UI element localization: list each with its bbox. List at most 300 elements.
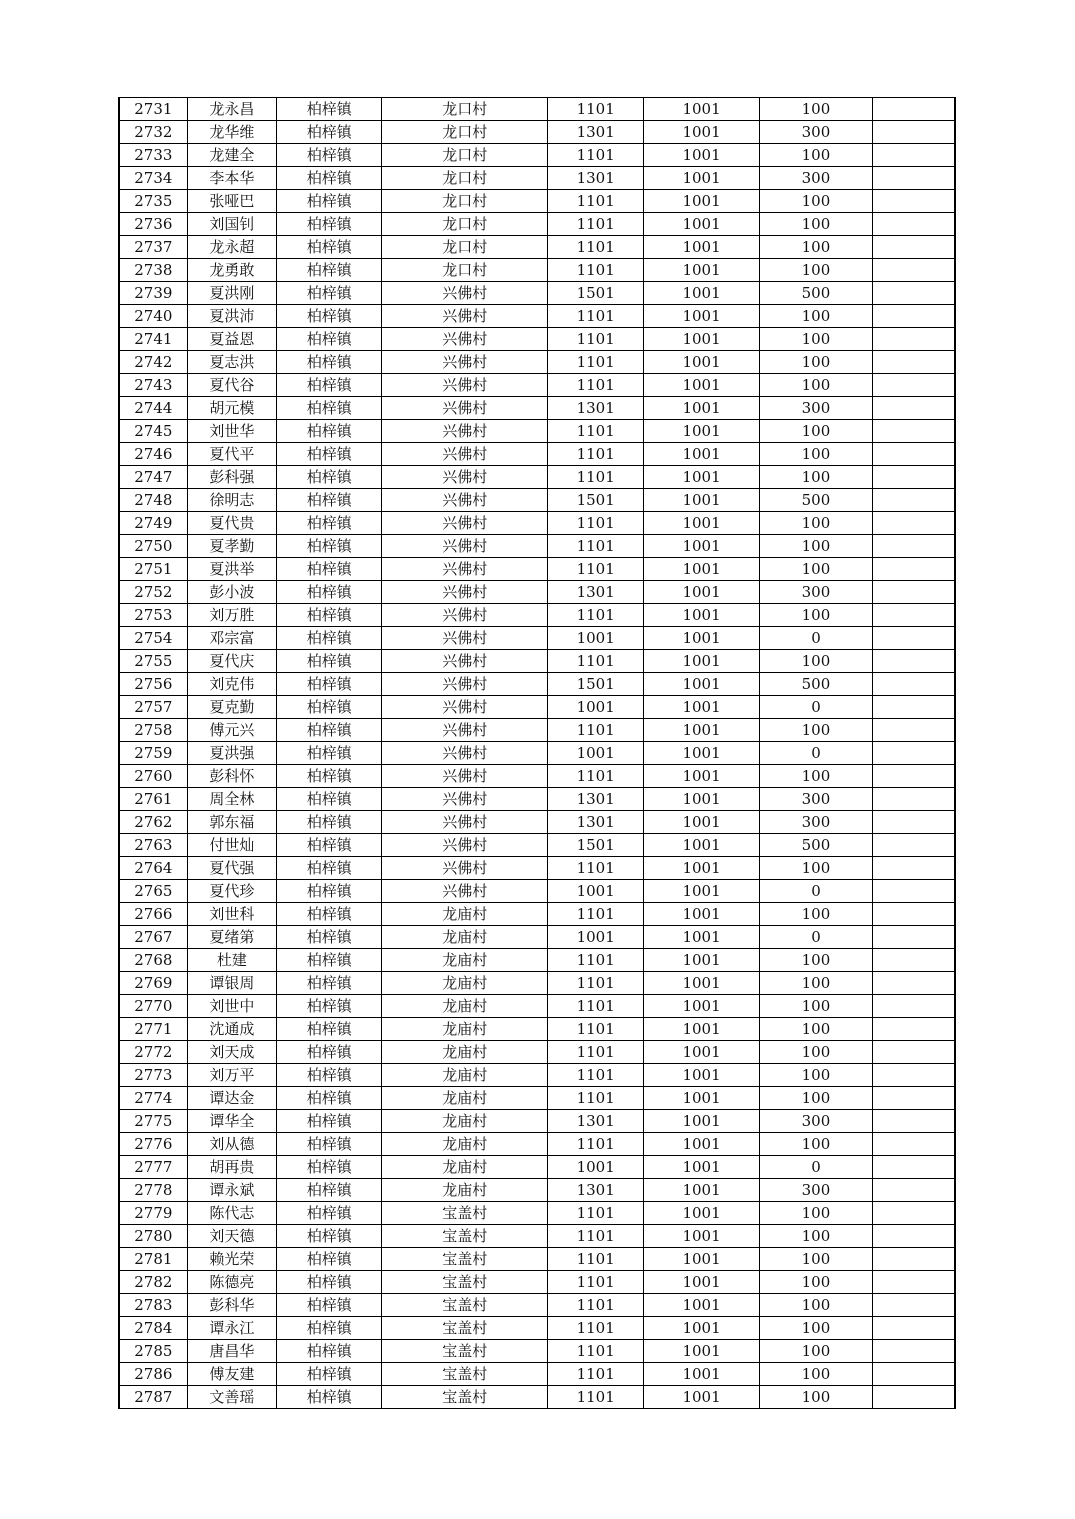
name-cell: 刘世华 [187, 420, 276, 443]
code-b-cell: 1001 [644, 236, 759, 259]
note-cell [873, 1386, 955, 1409]
name-cell: 刘世中 [187, 995, 276, 1018]
table-row [119, 489, 955, 512]
code-b-cell: 1001 [644, 144, 759, 167]
town-cell: 柏梓镇 [277, 857, 382, 880]
note-cell [873, 742, 955, 765]
name-cell: 夏代谷 [187, 374, 276, 397]
table-row [119, 581, 955, 604]
row-number-cell: 2783 [119, 1294, 187, 1317]
code-b-cell: 1001 [644, 420, 759, 443]
table-row [119, 995, 955, 1018]
row-number-cell: 2735 [119, 190, 187, 213]
amount-cell: 100 [759, 535, 872, 558]
code-a-cell: 1101 [548, 765, 644, 788]
code-a-cell: 1001 [548, 926, 644, 949]
note-cell [873, 489, 955, 512]
name-cell: 杜建 [187, 949, 276, 972]
name-cell: 傅元兴 [187, 719, 276, 742]
table-row [119, 1087, 955, 1110]
village-cell: 兴佛村 [382, 374, 548, 397]
code-b-cell: 1001 [644, 972, 759, 995]
code-a-cell: 1101 [548, 1041, 644, 1064]
name-cell: 龙永昌 [187, 98, 276, 121]
town-cell: 柏梓镇 [277, 972, 382, 995]
table-row [119, 1386, 955, 1409]
amount-cell: 100 [759, 466, 872, 489]
amount-cell: 100 [759, 650, 872, 673]
table-row [119, 512, 955, 535]
code-b-cell: 1001 [644, 719, 759, 742]
row-number-cell: 2764 [119, 857, 187, 880]
town-cell: 柏梓镇 [277, 1225, 382, 1248]
note-cell [873, 328, 955, 351]
code-b-cell: 1001 [644, 1294, 759, 1317]
town-cell: 柏梓镇 [277, 604, 382, 627]
code-b-cell: 1001 [644, 581, 759, 604]
note-cell [873, 1110, 955, 1133]
code-b-cell: 1001 [644, 880, 759, 903]
row-number-cell: 2786 [119, 1363, 187, 1386]
row-number-cell: 2746 [119, 443, 187, 466]
town-cell: 柏梓镇 [277, 903, 382, 926]
code-a-cell: 1101 [548, 1248, 644, 1271]
name-cell: 彭小波 [187, 581, 276, 604]
row-number-cell: 2738 [119, 259, 187, 282]
village-cell: 龙庙村 [382, 1041, 548, 1064]
note-cell [873, 1225, 955, 1248]
village-cell: 兴佛村 [382, 857, 548, 880]
table-row [119, 719, 955, 742]
note-cell [873, 443, 955, 466]
note-cell [873, 236, 955, 259]
name-cell: 夏志洪 [187, 351, 276, 374]
town-cell: 柏梓镇 [277, 397, 382, 420]
town-cell: 柏梓镇 [277, 535, 382, 558]
code-b-cell: 1001 [644, 1202, 759, 1225]
code-b-cell: 1001 [644, 190, 759, 213]
code-a-cell: 1301 [548, 397, 644, 420]
code-a-cell: 1101 [548, 1202, 644, 1225]
row-number-cell: 2751 [119, 558, 187, 581]
name-cell: 张哑巴 [187, 190, 276, 213]
name-cell: 谭永斌 [187, 1179, 276, 1202]
code-b-cell: 1001 [644, 1041, 759, 1064]
village-cell: 龙庙村 [382, 1018, 548, 1041]
table-row [119, 949, 955, 972]
town-cell: 柏梓镇 [277, 512, 382, 535]
data-table [118, 97, 956, 1409]
village-cell: 龙口村 [382, 98, 548, 121]
code-b-cell: 1001 [644, 351, 759, 374]
code-b-cell: 1001 [644, 121, 759, 144]
amount-cell: 300 [759, 397, 872, 420]
code-b-cell: 1001 [644, 466, 759, 489]
code-b-cell: 1001 [644, 443, 759, 466]
row-number-cell: 2770 [119, 995, 187, 1018]
row-number-cell: 2739 [119, 282, 187, 305]
amount-cell: 500 [759, 834, 872, 857]
note-cell [873, 765, 955, 788]
row-number-cell: 2775 [119, 1110, 187, 1133]
row-number-cell: 2737 [119, 236, 187, 259]
town-cell: 柏梓镇 [277, 788, 382, 811]
name-cell: 谭银周 [187, 972, 276, 995]
note-cell [873, 926, 955, 949]
amount-cell: 100 [759, 857, 872, 880]
amount-cell: 100 [759, 765, 872, 788]
row-number-cell: 2769 [119, 972, 187, 995]
town-cell: 柏梓镇 [277, 443, 382, 466]
village-cell: 兴佛村 [382, 581, 548, 604]
amount-cell: 100 [759, 558, 872, 581]
name-cell: 夏代珍 [187, 880, 276, 903]
code-b-cell: 1001 [644, 811, 759, 834]
town-cell: 柏梓镇 [277, 466, 382, 489]
table-row [119, 397, 955, 420]
code-b-cell: 1001 [644, 397, 759, 420]
town-cell: 柏梓镇 [277, 1179, 382, 1202]
name-cell: 夏益恩 [187, 328, 276, 351]
note-cell [873, 558, 955, 581]
code-b-cell: 1001 [644, 282, 759, 305]
village-cell: 兴佛村 [382, 765, 548, 788]
row-number-cell: 2752 [119, 581, 187, 604]
row-number-cell: 2744 [119, 397, 187, 420]
village-cell: 兴佛村 [382, 558, 548, 581]
code-b-cell: 1001 [644, 1064, 759, 1087]
amount-cell: 100 [759, 1363, 872, 1386]
code-b-cell: 1001 [644, 1363, 759, 1386]
code-a-cell: 1001 [548, 742, 644, 765]
code-b-cell: 1001 [644, 1248, 759, 1271]
note-cell [873, 167, 955, 190]
table-row [119, 236, 955, 259]
village-cell: 龙庙村 [382, 972, 548, 995]
code-b-cell: 1001 [644, 1018, 759, 1041]
name-cell: 夏克勤 [187, 696, 276, 719]
note-cell [873, 1064, 955, 1087]
village-cell: 兴佛村 [382, 443, 548, 466]
table-row [119, 535, 955, 558]
table-row [119, 742, 955, 765]
code-b-cell: 1001 [644, 98, 759, 121]
amount-cell: 500 [759, 489, 872, 512]
amount-cell: 100 [759, 1041, 872, 1064]
village-cell: 宝盖村 [382, 1225, 548, 1248]
row-number-cell: 2754 [119, 627, 187, 650]
town-cell: 柏梓镇 [277, 1363, 382, 1386]
table-row [119, 811, 955, 834]
table-row [119, 1156, 955, 1179]
row-number-cell: 2787 [119, 1386, 187, 1409]
note-cell [873, 1340, 955, 1363]
code-a-cell: 1101 [548, 512, 644, 535]
row-number-cell: 2749 [119, 512, 187, 535]
town-cell: 柏梓镇 [277, 1340, 382, 1363]
amount-cell: 100 [759, 1202, 872, 1225]
table-row [119, 443, 955, 466]
village-cell: 兴佛村 [382, 351, 548, 374]
amount-cell: 100 [759, 1317, 872, 1340]
note-cell [873, 1202, 955, 1225]
town-cell: 柏梓镇 [277, 144, 382, 167]
note-cell [873, 788, 955, 811]
note-cell [873, 1156, 955, 1179]
village-cell: 龙庙村 [382, 1156, 548, 1179]
row-number-cell: 2734 [119, 167, 187, 190]
code-a-cell: 1101 [548, 259, 644, 282]
code-a-cell: 1001 [548, 696, 644, 719]
amount-cell: 300 [759, 1110, 872, 1133]
table-row [119, 1064, 955, 1087]
note-cell [873, 1018, 955, 1041]
town-cell: 柏梓镇 [277, 1156, 382, 1179]
amount-cell: 100 [759, 1386, 872, 1409]
code-a-cell: 1101 [548, 1386, 644, 1409]
code-b-cell: 1001 [644, 1271, 759, 1294]
code-a-cell: 1301 [548, 167, 644, 190]
town-cell: 柏梓镇 [277, 282, 382, 305]
row-number-cell: 2750 [119, 535, 187, 558]
code-a-cell: 1001 [548, 627, 644, 650]
row-number-cell: 2733 [119, 144, 187, 167]
name-cell: 胡再贵 [187, 1156, 276, 1179]
table-row [119, 167, 955, 190]
amount-cell: 100 [759, 1087, 872, 1110]
table-row [119, 374, 955, 397]
note-cell [873, 627, 955, 650]
amount-cell: 100 [759, 972, 872, 995]
code-a-cell: 1301 [548, 811, 644, 834]
town-cell: 柏梓镇 [277, 1018, 382, 1041]
table-row [119, 765, 955, 788]
note-cell [873, 834, 955, 857]
note-cell [873, 1133, 955, 1156]
row-number-cell: 2777 [119, 1156, 187, 1179]
code-a-cell: 1501 [548, 489, 644, 512]
amount-cell: 100 [759, 512, 872, 535]
town-cell: 柏梓镇 [277, 834, 382, 857]
name-cell: 刘万平 [187, 1064, 276, 1087]
code-a-cell: 1101 [548, 1271, 644, 1294]
name-cell: 唐昌华 [187, 1340, 276, 1363]
village-cell: 龙口村 [382, 144, 548, 167]
note-cell [873, 650, 955, 673]
table-row [119, 903, 955, 926]
code-b-cell: 1001 [644, 1317, 759, 1340]
code-b-cell: 1001 [644, 834, 759, 857]
town-cell: 柏梓镇 [277, 1087, 382, 1110]
code-b-cell: 1001 [644, 857, 759, 880]
note-cell [873, 190, 955, 213]
town-cell: 柏梓镇 [277, 1271, 382, 1294]
code-a-cell: 1101 [548, 650, 644, 673]
code-b-cell: 1001 [644, 696, 759, 719]
village-cell: 兴佛村 [382, 489, 548, 512]
code-b-cell: 1001 [644, 650, 759, 673]
village-cell: 兴佛村 [382, 834, 548, 857]
row-number-cell: 2784 [119, 1317, 187, 1340]
village-cell: 兴佛村 [382, 397, 548, 420]
town-cell: 柏梓镇 [277, 489, 382, 512]
village-cell: 宝盖村 [382, 1317, 548, 1340]
code-a-cell: 1101 [548, 190, 644, 213]
table-row [119, 420, 955, 443]
code-b-cell: 1001 [644, 1087, 759, 1110]
table-row [119, 1202, 955, 1225]
amount-cell: 100 [759, 949, 872, 972]
row-number-cell: 2736 [119, 213, 187, 236]
row-number-cell: 2762 [119, 811, 187, 834]
code-a-cell: 1101 [548, 949, 644, 972]
village-cell: 龙庙村 [382, 926, 548, 949]
code-b-cell: 1001 [644, 673, 759, 696]
village-cell: 龙口村 [382, 190, 548, 213]
note-cell [873, 512, 955, 535]
row-number-cell: 2742 [119, 351, 187, 374]
town-cell: 柏梓镇 [277, 650, 382, 673]
town-cell: 柏梓镇 [277, 811, 382, 834]
code-a-cell: 1101 [548, 328, 644, 351]
table-row [119, 282, 955, 305]
code-a-cell: 1101 [548, 1087, 644, 1110]
note-cell [873, 949, 955, 972]
village-cell: 龙庙村 [382, 1110, 548, 1133]
town-cell: 柏梓镇 [277, 1317, 382, 1340]
row-number-cell: 2767 [119, 926, 187, 949]
note-cell [873, 420, 955, 443]
amount-cell: 500 [759, 673, 872, 696]
table-row [119, 351, 955, 374]
name-cell: 付世灿 [187, 834, 276, 857]
table-row [119, 1248, 955, 1271]
name-cell: 谭达金 [187, 1087, 276, 1110]
row-number-cell: 2756 [119, 673, 187, 696]
code-a-cell: 1301 [548, 788, 644, 811]
village-cell: 宝盖村 [382, 1248, 548, 1271]
amount-cell: 300 [759, 811, 872, 834]
note-cell [873, 1179, 955, 1202]
code-b-cell: 1001 [644, 1156, 759, 1179]
code-a-cell: 1101 [548, 144, 644, 167]
row-number-cell: 2760 [119, 765, 187, 788]
row-number-cell: 2759 [119, 742, 187, 765]
code-a-cell: 1101 [548, 903, 644, 926]
code-a-cell: 1101 [548, 558, 644, 581]
village-cell: 龙庙村 [382, 1064, 548, 1087]
amount-cell: 100 [759, 305, 872, 328]
note-cell [873, 811, 955, 834]
code-a-cell: 1101 [548, 466, 644, 489]
name-cell: 沈通成 [187, 1018, 276, 1041]
town-cell: 柏梓镇 [277, 1294, 382, 1317]
amount-cell: 100 [759, 443, 872, 466]
code-b-cell: 1001 [644, 259, 759, 282]
name-cell: 夏洪沛 [187, 305, 276, 328]
table-row [119, 788, 955, 811]
code-b-cell: 1001 [644, 374, 759, 397]
code-a-cell: 1101 [548, 1363, 644, 1386]
name-cell: 龙建全 [187, 144, 276, 167]
row-number-cell: 2782 [119, 1271, 187, 1294]
amount-cell: 100 [759, 351, 872, 374]
row-number-cell: 2779 [119, 1202, 187, 1225]
table-row [119, 98, 955, 121]
village-cell: 龙庙村 [382, 903, 548, 926]
village-cell: 龙口村 [382, 259, 548, 282]
table-row [119, 972, 955, 995]
code-b-cell: 1001 [644, 512, 759, 535]
village-cell: 宝盖村 [382, 1271, 548, 1294]
amount-cell: 300 [759, 167, 872, 190]
note-cell [873, 466, 955, 489]
town-cell: 柏梓镇 [277, 627, 382, 650]
village-cell: 兴佛村 [382, 788, 548, 811]
amount-cell: 0 [759, 627, 872, 650]
name-cell: 刘万胜 [187, 604, 276, 627]
town-cell: 柏梓镇 [277, 420, 382, 443]
table-row [119, 604, 955, 627]
village-cell: 龙口村 [382, 167, 548, 190]
name-cell: 夏洪举 [187, 558, 276, 581]
name-cell: 刘天成 [187, 1041, 276, 1064]
village-cell: 兴佛村 [382, 282, 548, 305]
code-b-cell: 1001 [644, 305, 759, 328]
table-row [119, 305, 955, 328]
town-cell: 柏梓镇 [277, 121, 382, 144]
code-a-cell: 1101 [548, 1133, 644, 1156]
row-number-cell: 2755 [119, 650, 187, 673]
village-cell: 兴佛村 [382, 880, 548, 903]
row-number-cell: 2773 [119, 1064, 187, 1087]
row-number-cell: 2745 [119, 420, 187, 443]
code-a-cell: 1101 [548, 443, 644, 466]
town-cell: 柏梓镇 [277, 1041, 382, 1064]
village-cell: 兴佛村 [382, 604, 548, 627]
code-b-cell: 1001 [644, 213, 759, 236]
name-cell: 刘天德 [187, 1225, 276, 1248]
town-cell: 柏梓镇 [277, 949, 382, 972]
code-b-cell: 1001 [644, 1179, 759, 1202]
note-cell [873, 1087, 955, 1110]
row-number-cell: 2780 [119, 1225, 187, 1248]
note-cell [873, 121, 955, 144]
code-b-cell: 1001 [644, 742, 759, 765]
amount-cell: 100 [759, 259, 872, 282]
village-cell: 宝盖村 [382, 1340, 548, 1363]
name-cell: 陈德亮 [187, 1271, 276, 1294]
amount-cell: 100 [759, 236, 872, 259]
name-cell: 谭永江 [187, 1317, 276, 1340]
note-cell [873, 604, 955, 627]
note-cell [873, 1294, 955, 1317]
code-b-cell: 1001 [644, 926, 759, 949]
amount-cell: 100 [759, 144, 872, 167]
note-cell [873, 1363, 955, 1386]
amount-cell: 0 [759, 696, 872, 719]
village-cell: 兴佛村 [382, 627, 548, 650]
amount-cell: 100 [759, 1225, 872, 1248]
town-cell: 柏梓镇 [277, 1133, 382, 1156]
name-cell: 龙华维 [187, 121, 276, 144]
note-cell [873, 995, 955, 1018]
name-cell: 彭科怀 [187, 765, 276, 788]
village-cell: 龙庙村 [382, 995, 548, 1018]
village-cell: 龙庙村 [382, 1179, 548, 1202]
code-b-cell: 1001 [644, 328, 759, 351]
table-row [119, 466, 955, 489]
